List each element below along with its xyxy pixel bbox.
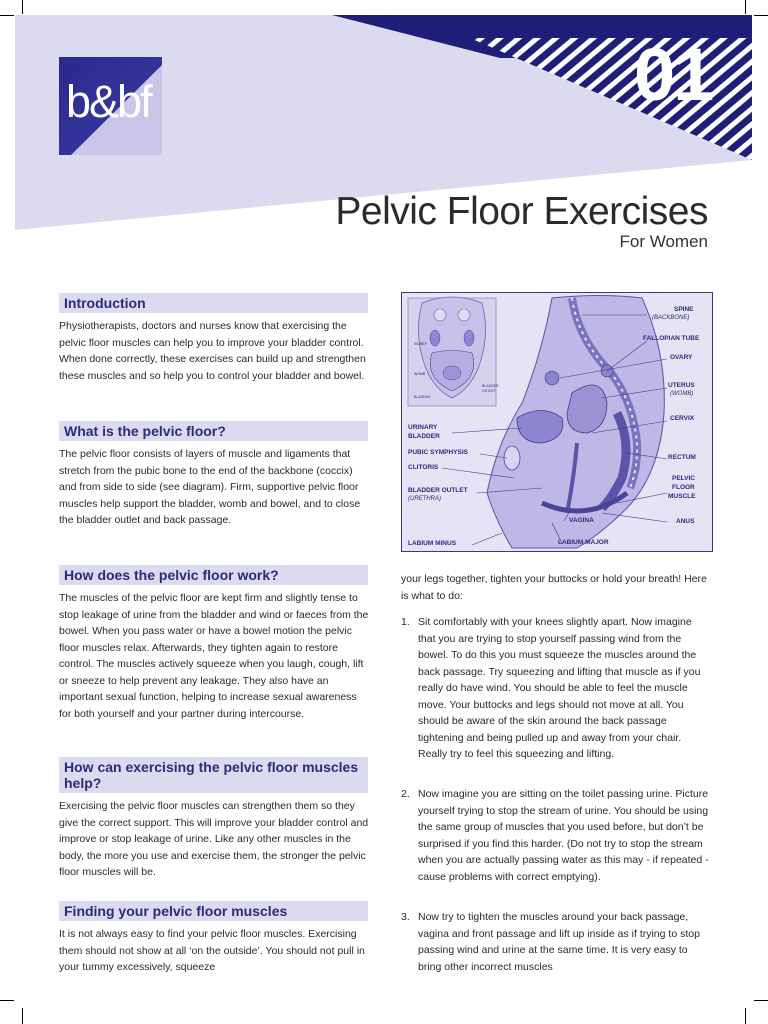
label-inset-bladder-outlet: OUTLET <box>482 389 496 393</box>
crop-mark <box>0 1000 14 1001</box>
label-urinary-bladder: BLADDER <box>408 433 440 440</box>
label-bladder-outlet: BLADDER OUTLET <box>408 487 468 494</box>
section-body-what-is: The pelvic floor consists of layers of muscle and ligaments that stretch from the pubic bone to the end of the backbone (coccix) and from side to side (see diagram). Firm, supportive pelvic floor muscles help support the bladder, womb and bowel, and to close the bladder outlet and back passage. <box>59 448 361 526</box>
page-subtitle: For Women <box>619 232 708 251</box>
page-title: Pelvic Floor Exercises <box>335 190 708 233</box>
step-number: 1. <box>401 616 410 628</box>
section-heading-how-help: How can exercising the pelvic floor muscles help? <box>59 757 368 793</box>
right-column-intro: your legs together, tighten your buttocks or hold your breath! Here is what to do: <box>401 573 707 602</box>
label-labium-minus: LABIUM MINUS <box>408 540 457 547</box>
label-inset-bladder-outlet: BLADDER <box>482 384 499 388</box>
crop-mark <box>745 1008 746 1024</box>
label-urinary-bladder: URINARY <box>408 424 438 431</box>
label-inset-kidney: KIDNEY <box>414 342 428 346</box>
pelvic-anatomy-diagram <box>401 292 713 552</box>
label-labium-major: LABIUM MAJOR <box>558 539 609 546</box>
step-text: Now imagine you are sitting on the toilet passing urine. Picture yourself trying to stop the stream of urine. You should be using the same group of muscles that you used before, but don’t be surprised if you find this harder. (Do not try to stop the stream when you are actually passing water as this may - if repeated - cause problems with correct emptying). <box>418 788 709 883</box>
label-urethra: (URETHRA) <box>408 496 441 502</box>
anatomy-illustration <box>402 293 713 552</box>
section-body-finding: It is not always easy to find your pelvic floor muscles. Exercising them should not show at all ‘on the outside’. You should not pull in your tummy excessively, squeeze <box>59 928 365 973</box>
section-heading-introduction: Introduction <box>59 293 368 313</box>
step-number: 2. <box>401 788 410 800</box>
label-rectum: RECTUM <box>668 454 696 461</box>
crop-mark <box>22 0 23 14</box>
section-heading-how-work: How does the pelvic floor work? <box>59 565 368 585</box>
crop-mark <box>745 0 746 14</box>
crop-mark <box>22 1008 23 1024</box>
label-pubic-symphysis: PUBIC SYMPHYSIS <box>408 449 468 456</box>
label-womb: (WOMB) <box>670 391 694 397</box>
label-pelvic-floor-muscle: MUSCLE <box>668 493 696 500</box>
label-cervix: CERVIX <box>670 415 695 422</box>
section-heading-finding: Finding your pelvic floor muscles <box>59 901 368 921</box>
label-ovary: OVARY <box>670 354 693 361</box>
label-clitoris: CLITORIS <box>408 464 439 471</box>
label-fallopian-tube: FALLOPIAN TUBE <box>643 335 700 342</box>
step-text: Now try to tighten the muscles around your back passage, vagina and front passage and lift up inside as if trying to stop passing wind and urine at the same time. It is very easy to bring other incorrect muscles <box>418 911 700 973</box>
label-inset-womb: WOMB <box>414 372 426 376</box>
crop-mark <box>754 15 768 16</box>
section-body-how-work: The muscles of the pelvic floor are kept firm and slightly tense to stop leakage of urine from the bladder and wind or faeces from the bowel. When you pass water or have a bowel motion the pelvic floor muscles relax. Afterwards, they tighten again to restore control. The muscles actively squeeze when you laugh, cough, lift or sneeze to help prevent any leakage. They also have an important sexual function, helping to increase sexual awareness for both yourself and your partner during intercourse. <box>59 592 369 720</box>
label-inset-bladder: BLADDER <box>414 395 431 399</box>
label-pelvic-floor-muscle: PELVIC <box>672 475 695 482</box>
logo-text: b&bf <box>66 76 151 127</box>
issue-number: 01 <box>634 33 713 116</box>
label-anus: ANUS <box>676 518 695 525</box>
label-vagina: VAGINA <box>569 517 594 524</box>
label-spine: SPINE <box>674 306 694 313</box>
label-backbone: (BACKBONE) <box>652 315 690 321</box>
step-text: Sit comfortably with your knees slightly apart. Now imagine that you are trying to stop yourself passing wind from the bowel. To do this you must squeeze the muscles around the back passage. Try squeezing and lifting that muscle as if you really do have wind. You should be able to feel the muscle move. Your buttocks and legs should not move at all. You should be aware of the skin around the back passage tightening and being pulled up and away from your chair. Really try to feel this squeezing and lifting. <box>418 616 701 760</box>
step-number: 3. <box>401 911 410 923</box>
section-heading-what-is: What is the pelvic floor? <box>59 421 368 441</box>
section-body-introduction: Physiotherapists, doctors and nurses know that exercising the pelvic floor muscles can help you to improve your bladder control. When done correctly, these exercises can build up and strengthen these muscles and so help you to control your bladder and bowel. <box>59 320 366 382</box>
label-pelvic-floor-muscle: FLOOR <box>672 484 695 491</box>
section-body-how-help: Exercising the pelvic floor muscles can strengthen them so they give the correct support. This will improve your bladder control and improve or stop leakage of urine. Like any other muscles in the body, the more you use and exercise them, the stronger the pelvic floor muscles will be. <box>59 800 369 878</box>
logo <box>59 57 162 155</box>
crop-mark <box>0 15 14 16</box>
crop-mark <box>754 1000 768 1001</box>
label-uterus: UTERUS <box>668 382 695 389</box>
